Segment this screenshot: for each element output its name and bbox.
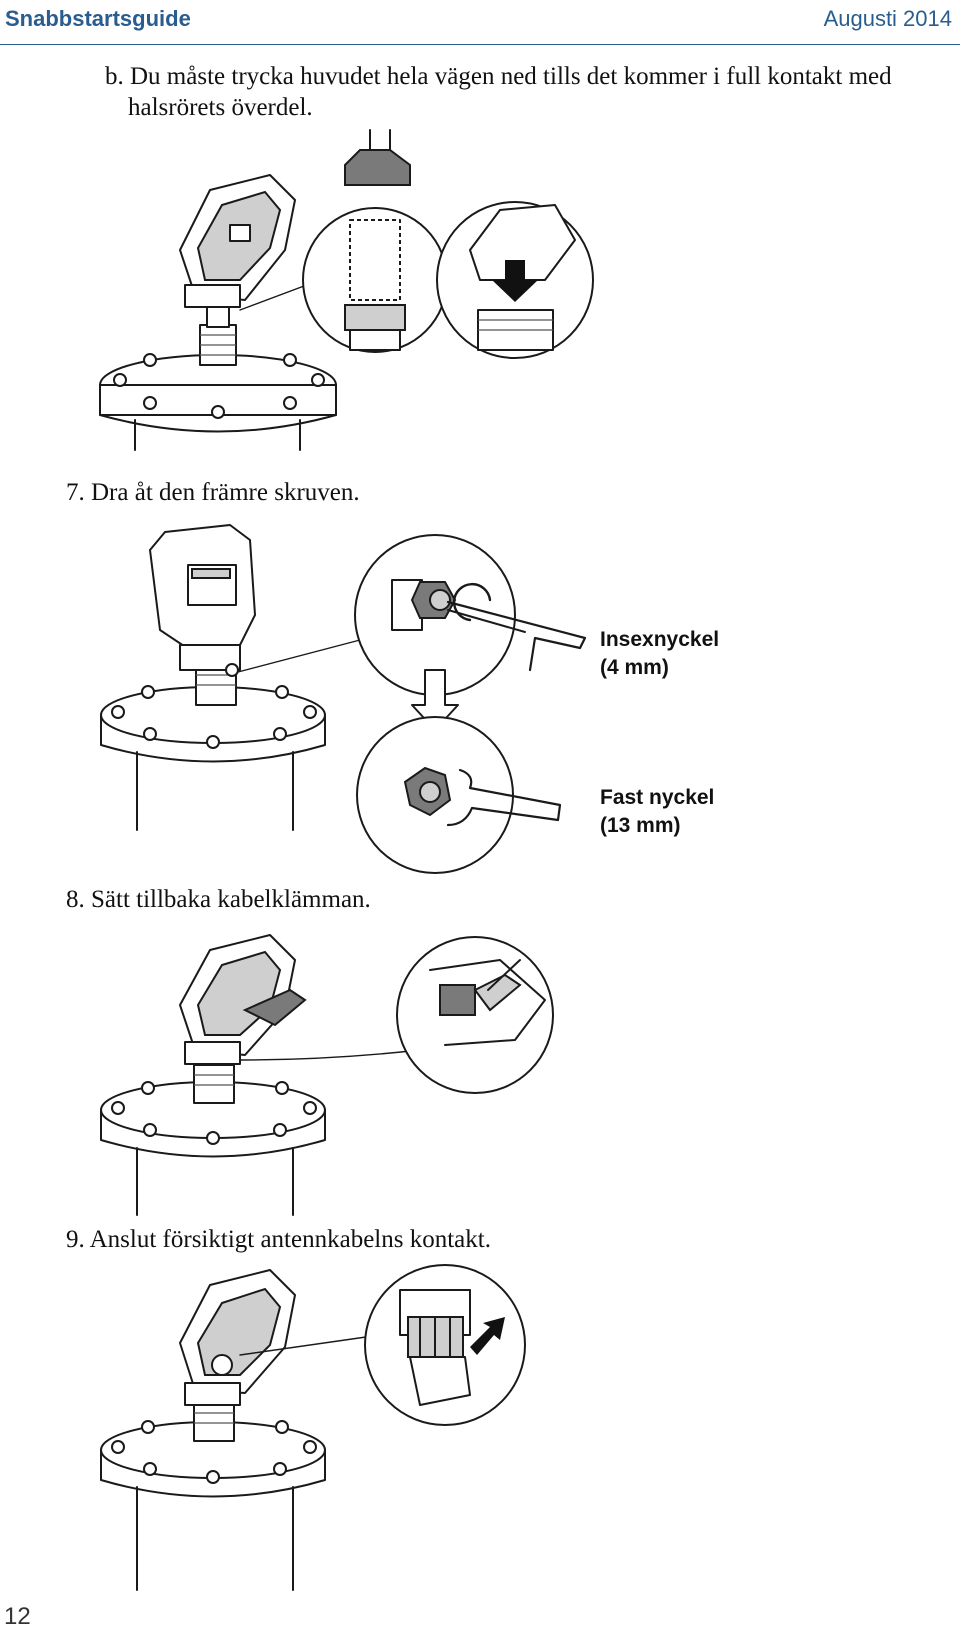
document-date: Augusti 2014: [823, 6, 952, 31]
step-b-line2: halsrörets överdel.: [128, 94, 313, 121]
step-7-text: 7. Dra åt den främre skruven.: [66, 479, 360, 506]
illustration-cable-clamp: [0, 930, 960, 1220]
illustration-antenna-connector: [0, 1265, 960, 1595]
step-b-line1: b. Du måste trycka huvudet hela vägen ned tills det kommer i full kontakt med: [105, 63, 892, 90]
illustration-tighten-screw: [0, 520, 960, 870]
header-rule: [0, 44, 960, 45]
wrench-label: Fast nyckel (13 mm): [600, 786, 715, 837]
page-number: 12: [4, 1603, 31, 1630]
step-9-text: 9. Anslut försiktigt antennkabelns kontakt.: [66, 1226, 491, 1253]
section-title: Snabbstartsguide: [5, 6, 191, 31]
illustration-head-push-down: [0, 130, 960, 450]
hex-key-label: Insexnyckel (4 mm): [600, 628, 720, 679]
step-8-text: 8. Sätt tillbaka kabelklämman.: [66, 886, 371, 913]
